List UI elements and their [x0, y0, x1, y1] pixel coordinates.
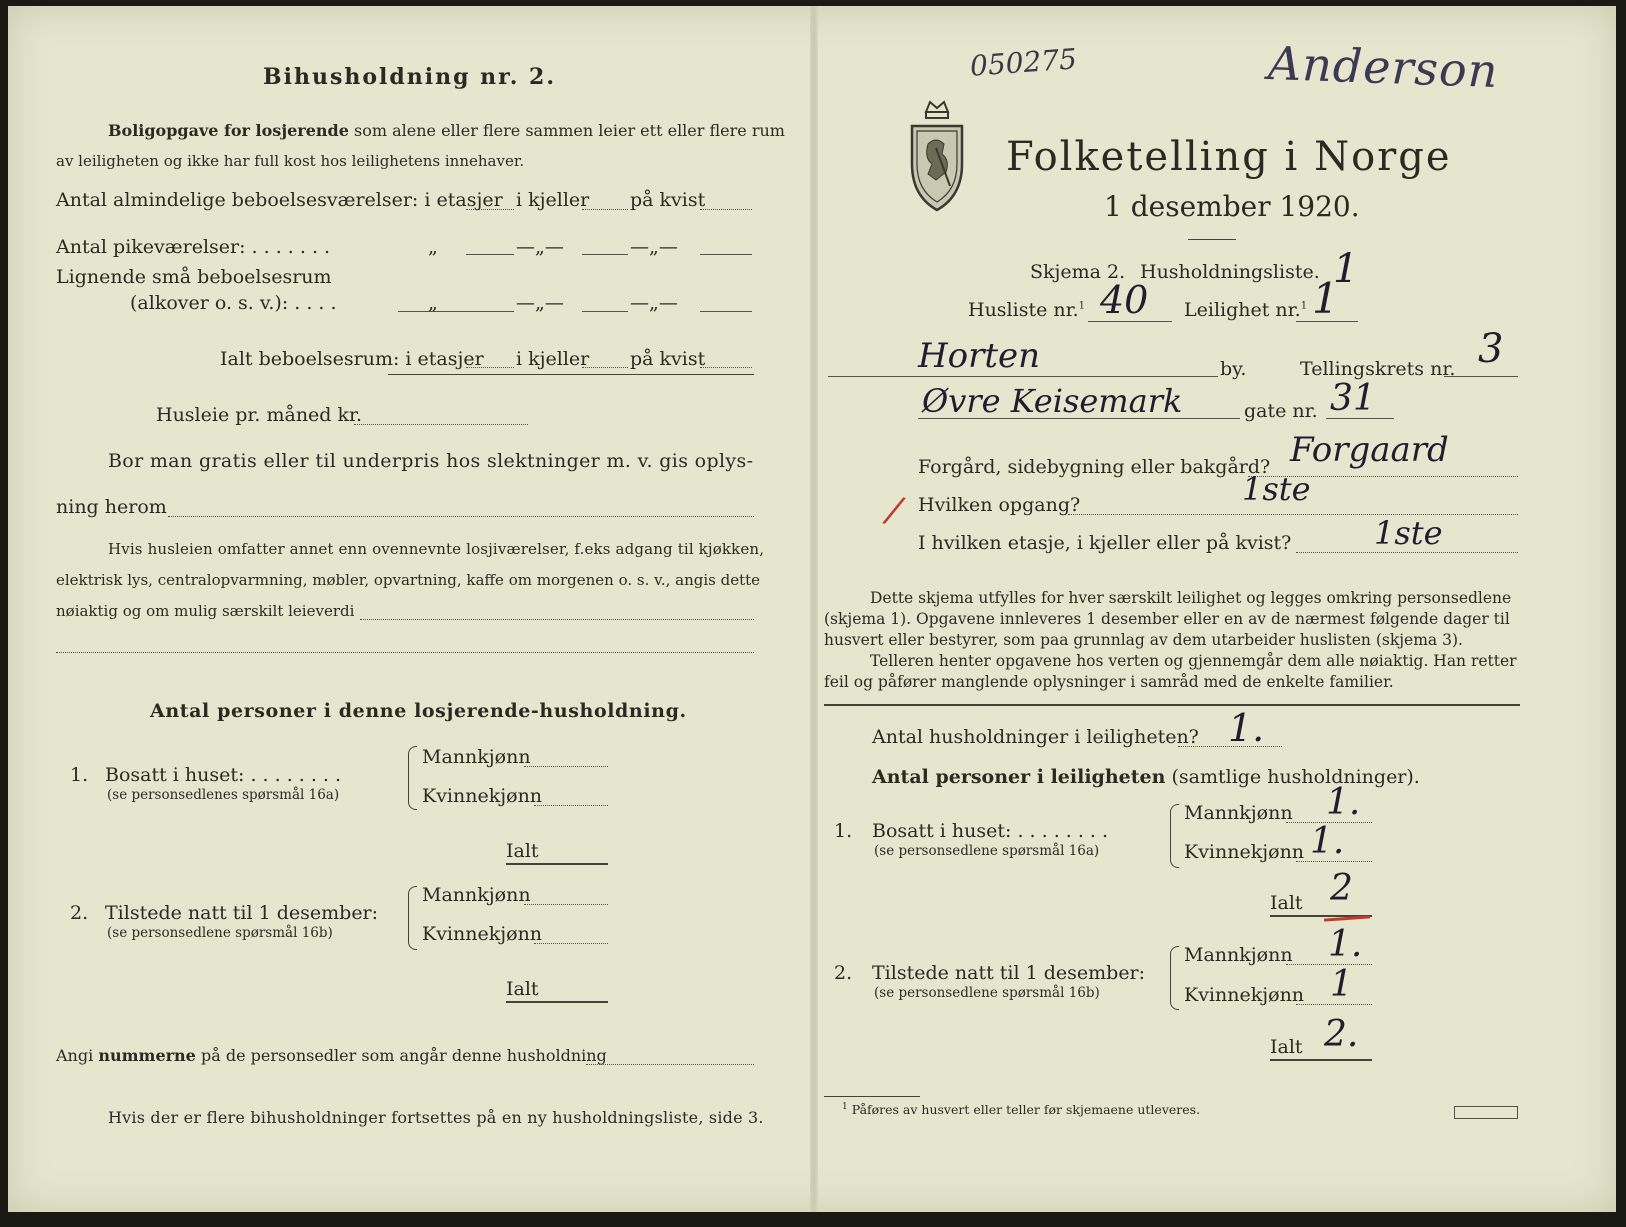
angi-line: [56, 1046, 607, 1065]
census-form-sheet: [8, 6, 1616, 1212]
by-field[interactable]: [828, 376, 1218, 377]
opgang-field[interactable]: [1068, 514, 1518, 515]
right-q1-mann-value: 1.: [1326, 782, 1361, 823]
right-personer-heading-rest: (samtlige husholdninger).: [1171, 766, 1420, 788]
left-q2-brace: [408, 886, 417, 950]
lignende-ditto-3: —„—: [630, 292, 678, 314]
husleie-label: Husleie pr. måned kr.: [156, 404, 363, 426]
pike-kvist-field[interactable]: [700, 254, 752, 255]
lignende-kvist-field[interactable]: [700, 311, 752, 312]
right-q1-brace: [1170, 804, 1179, 868]
tellingskrets-label: Tellingskrets nr.: [1300, 358, 1456, 380]
etasje-label: I hvilken etasje, i kjeller eller på kvist?: [918, 532, 1292, 554]
right-page: [818, 6, 1616, 1212]
left-q2-ialt-field[interactable]: [506, 1001, 608, 1003]
intro-rest-1: som alene eller flere sammen leier ett eller flere rum: [353, 121, 785, 140]
husliste-footnote-mark: 1: [1078, 300, 1086, 312]
skjema-name: Husholdningsliste.: [1140, 261, 1320, 283]
right-q2-ialt-field[interactable]: [1270, 1059, 1372, 1061]
by-label: by.: [1220, 358, 1247, 380]
right-q2-ialt-value: 2.: [1324, 1014, 1359, 1055]
footnote-rule: [824, 1096, 920, 1097]
etasje-value: 1ste: [1374, 514, 1443, 552]
left-q2-mann-field[interactable]: [524, 904, 608, 905]
left-page: [8, 6, 810, 1212]
left-q1-brace: [408, 746, 417, 810]
right-q1-kvinne-value: 1.: [1310, 821, 1345, 862]
left-q2-number: 2.: [70, 902, 89, 924]
left-personer-heading: Antal personer i denne losjerende-husholdning.: [150, 700, 687, 722]
skjema-label: Skjema 2.: [1030, 261, 1126, 283]
left-q1-kvinne-label: Kvinnekjønn: [422, 785, 543, 807]
etasje-field[interactable]: [1296, 552, 1518, 553]
lignende-kjeller-field[interactable]: [582, 311, 628, 312]
lignende-label-1: Lignende små beboelsesrum: [56, 266, 332, 288]
hvis-line-3: nøiaktig og om mulig særskilt leieverdi: [56, 602, 355, 620]
right-q1-ialt-value: 2: [1330, 868, 1353, 909]
left-title: Bihusholdning nr. 2.: [263, 64, 556, 90]
husleie-field[interactable]: [354, 424, 528, 425]
right-q2-sub: (se personsedlene spørsmål 16b): [874, 985, 1100, 1001]
husliste-label-text: Husliste nr.: [968, 299, 1079, 321]
gate-value: Øvre Keisemark: [922, 382, 1183, 420]
bor-line-1: Bor man gratis eller til underpris hos slektninger m. v. gis oplys-: [108, 450, 754, 472]
center-fold: [810, 6, 818, 1212]
leieverdi-field[interactable]: [360, 619, 754, 620]
rooms-label: Antal almindelige beboelsesværelser: i etasjer: [56, 189, 503, 211]
ialt-kvist-label: på kvist: [630, 348, 706, 370]
instructions-line-4: Telleren henter opgavene hos verten og gjennemgår dem alle nøiaktig. Han retter: [870, 652, 1517, 670]
right-q1-kvinne-label: Kvinnekjønn: [1184, 841, 1305, 863]
instructions-line-2: (skjema 1). Opgavene innleveres 1 desember eller en av de nærmest følgende dager til: [824, 610, 1510, 628]
rooms-kjeller-field[interactable]: [582, 209, 628, 210]
pike-ditto-2: —„—: [516, 236, 564, 258]
right-q2-brace: [1170, 946, 1179, 1010]
right-q1-number: 1.: [834, 820, 853, 842]
ialt-underline: [388, 374, 754, 375]
footnote: [842, 1102, 1200, 1117]
pike-kjeller-field[interactable]: [582, 254, 628, 255]
census-date: 1 desember 1920.: [1104, 190, 1360, 223]
right-q1-label: Bosatt i huset: . . . . . . . .: [872, 820, 1109, 842]
gate-label: gate nr.: [1244, 400, 1318, 422]
left-q1-mann-field[interactable]: [524, 766, 608, 767]
title-rule: [1188, 239, 1236, 240]
right-q1-mann-label: Mannkjønn: [1184, 802, 1293, 824]
pike-etasjer-field[interactable]: [466, 254, 514, 255]
rooms-kvist-label: på kvist: [630, 189, 706, 211]
intro-bold: Boligopgave for losjerende: [108, 121, 349, 140]
gate-nr-value: 31: [1330, 378, 1376, 419]
right-q2-label: Tilstede natt til 1 desember:: [872, 962, 1146, 984]
printer-mark: [1454, 1106, 1518, 1119]
forgaard-label: Forgård, sidebygning eller bakgård?: [918, 456, 1271, 478]
left-q1-kvinne-field[interactable]: [534, 805, 608, 806]
right-q2-mann-label: Mannkjønn: [1184, 944, 1293, 966]
footnote-mark: 1: [842, 1102, 848, 1112]
norwegian-coat-of-arms-icon: [906, 98, 968, 218]
instructions-line-3: husvert eller bestyrer, som paa grunnlag av dem utarbeider huslisten (skjema 3).: [824, 631, 1463, 649]
by-value: Horten: [918, 336, 1041, 376]
instructions-block: [824, 588, 1520, 693]
rooms-kvist-field[interactable]: [700, 209, 752, 210]
angi-rest: på de personsedler som angår denne husholdning: [200, 1046, 607, 1065]
left-q2-label: Tilstede natt til 1 desember:: [105, 902, 379, 924]
husholdning-number: 1: [1333, 246, 1359, 292]
instructions-line-1: Dette skjema utfylles for hver særskilt leilighet og legges omkring personsedlene: [870, 589, 1512, 607]
lignende-ditto-2: —„—: [516, 292, 564, 314]
instructions-rule: [824, 704, 1520, 706]
right-q2-number: 2.: [834, 962, 853, 984]
instructions-line-5: feil og påfører manglende oplysninger i samråd med de enkelte familier.: [824, 673, 1394, 691]
left-q1-sub: (se personsedlenes spørsmål 16a): [107, 787, 340, 803]
leilighet-label-text: Leilighet nr.: [1184, 299, 1301, 321]
right-q1-ialt-label: Ialt: [1270, 892, 1303, 914]
tellingskrets-field[interactable]: [1444, 376, 1518, 377]
leilighet-footnote-mark: 1: [1300, 300, 1308, 312]
leilighet-value: 1: [1312, 274, 1339, 323]
pike-ditto: „: [428, 236, 438, 258]
ialt-kjeller-field[interactable]: [582, 367, 628, 368]
left-q1-ialt-field[interactable]: [506, 863, 608, 865]
leieverdi-field-2[interactable]: [56, 652, 754, 653]
left-q2-sub: (se personsedlene spørsmål 16b): [107, 925, 333, 941]
signature: Anderson: [1267, 35, 1500, 99]
husliste-value: 40: [1100, 278, 1149, 322]
lignende-label-2: (alkover o. s. v.): . . . .: [130, 292, 337, 314]
ant-hush-value: 1.: [1228, 706, 1265, 750]
right-q1-sub: (se personsedlene spørsmål 16a): [874, 843, 1100, 859]
rooms-kjeller-label: i kjeller: [516, 189, 590, 211]
angi-bold: nummerne: [98, 1046, 196, 1065]
left-q2-kvinne-label: Kvinnekjønn: [422, 923, 543, 945]
lignende-etasjer-field[interactable]: [398, 311, 514, 312]
leilighet-label: [1184, 299, 1307, 321]
bor-field[interactable]: [168, 516, 754, 517]
left-footer: Hvis der er flere bihusholdninger fortsettes på en ny husholdningsliste, side 3.: [108, 1108, 764, 1127]
left-q1-label: Bosatt i huset: . . . . . . . .: [105, 764, 342, 786]
opgang-value: 1ste: [1242, 470, 1311, 508]
left-q2-ialt-label: Ialt: [506, 978, 539, 1000]
pike-ditto-3: —„—: [630, 236, 678, 258]
left-q2-kvinne-field[interactable]: [534, 943, 608, 944]
right-q2-ialt-label: Ialt: [1270, 1036, 1303, 1058]
left-q1-number: 1.: [70, 764, 89, 786]
intro-line-2: av leiligheten og ikke har full kost hos leilighetens innehaver.: [56, 152, 525, 170]
footnote-text: Påføres av husvert eller teller før skjemaene utleveres.: [851, 1102, 1201, 1118]
left-q2-mann-label: Mannkjønn: [422, 884, 531, 906]
red-margin-mark: /: [883, 489, 905, 532]
right-q2-kvinne-value: 1: [1330, 964, 1353, 1005]
opgang-label: Hvilken opgang?: [918, 494, 1081, 516]
tellingskrets-value: 3: [1478, 326, 1504, 372]
hvis-line-2: elektrisk lys, centralopvarmning, møbler, opvartning, kaffe om morgenen o. s. v., angis dette: [56, 571, 761, 589]
lignende-ditto: „: [428, 292, 438, 314]
right-q2-mann-value: 1.: [1328, 924, 1363, 965]
right-personer-heading-bold: Antal personer i leiligheten: [872, 766, 1166, 788]
ialt-kjeller-label: i kjeller: [516, 348, 590, 370]
right-q2-kvinne-label: Kvinnekjønn: [1184, 984, 1305, 1006]
left-q1-ialt-label: Ialt: [506, 840, 539, 862]
husliste-label: [968, 299, 1085, 321]
bor-line-2: ning herom: [56, 496, 167, 518]
ialt-kvist-field[interactable]: [700, 367, 752, 368]
hvis-line-1: Hvis husleien omfatter annet enn ovennevnte losjiværelser, f.eks adgang til kjøkken,: [108, 540, 765, 558]
intro-line-1: [108, 121, 785, 140]
angi-word: Angi: [56, 1046, 94, 1065]
main-title: Folketelling i Norge: [1006, 134, 1452, 180]
left-q1-mann-label: Mannkjønn: [422, 746, 531, 768]
ialt-rooms-label: Ialt beboelsesrum: i etasjer: [220, 348, 484, 370]
ant-hush-label: Antal husholdninger i leiligheten?: [872, 726, 1199, 748]
stamp-number: 050275: [968, 42, 1078, 83]
rooms-etasjer-field[interactable]: [466, 209, 514, 210]
forgaard-value: Forgaard: [1290, 430, 1449, 470]
ialt-etasjer-field[interactable]: [466, 367, 514, 368]
pike-label: Antal pikeværelser: . . . . . . .: [56, 236, 331, 258]
angi-field[interactable]: [586, 1064, 754, 1065]
